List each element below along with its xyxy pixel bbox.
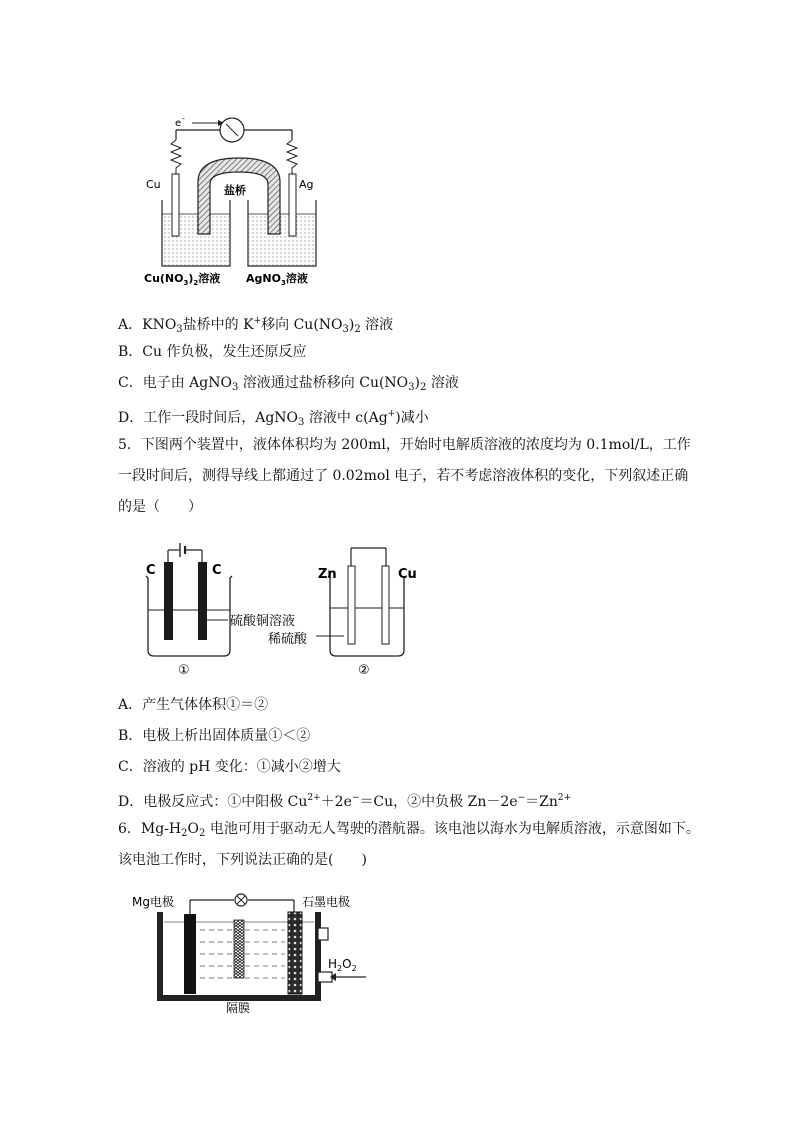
inlet-tube	[318, 972, 332, 982]
resistor-left	[171, 140, 181, 174]
cu-electrode	[172, 174, 179, 236]
h2o2-label: $H_2O_2$	[328, 957, 357, 973]
zn-label: Zn	[318, 567, 337, 582]
carbon-electrode-left	[164, 562, 173, 640]
graphite-electrode-label: 石墨电极	[302, 895, 351, 909]
electron-label: e	[175, 118, 182, 129]
resistor-right	[287, 140, 297, 174]
h2so4-label: 稀硫酸	[268, 632, 308, 647]
q6-stem-line1: 6．$Mg-H_2O_2$ 电池可用于驱动无人驾驶的潜航器。该电池以海水为电解质溶液，示意图如下。	[118, 821, 700, 839]
q4-option-a: A．$KNO_3$盐桥中的 K+移向 $Cu(NO_3)_2$ 溶液	[118, 316, 394, 335]
mg-electrode-label: Mg电极	[132, 895, 174, 909]
left-solution-label: $Cu(NO_3)_2$溶液	[144, 272, 221, 287]
q4-option-d: D．工作一段时间后，AgNO$_3$ 溶液中 c(Ag+)减小	[118, 409, 429, 428]
q5-option-c: C．溶液的 pH 变化：①减小②增大	[118, 759, 341, 775]
electrolysis-figure	[140, 532, 440, 682]
ag-label: Ag	[299, 178, 314, 191]
membrane-label: 隔膜	[226, 1001, 251, 1015]
cu-electrode-2	[382, 566, 389, 644]
q5-option-a: A．产生气体体积①＝②	[118, 697, 269, 713]
q6-stem-line2: 该电池工作时，下列说法正确的是( )	[118, 852, 367, 868]
q5-stem-line3: 的是（ ）	[118, 499, 202, 515]
electron-sup: -	[182, 114, 185, 123]
salt-bridge-label: 盐桥	[224, 184, 246, 197]
cuso4-label: 硫酸铜溶液	[230, 614, 296, 629]
mg-h2o2-cell-figure	[130, 886, 370, 1016]
mg-electrode	[184, 914, 196, 994]
q5-option-b: B．电极上析出固体质量①＜②	[118, 728, 311, 744]
zn-electrode	[348, 566, 355, 644]
membrane	[234, 920, 244, 978]
q4-option-b: B．Cu 作负极，发生还原反应	[118, 344, 307, 360]
right-solution-label: AgNO$_3$溶液	[246, 272, 308, 287]
cu-label-2: Cu	[398, 567, 417, 582]
cell-1-number: ①	[178, 663, 190, 678]
beaker-2	[328, 576, 406, 656]
cu-label: Cu	[146, 178, 161, 191]
q4-option-c: C．电子由 AgNO$_3$ 溶液通过盐桥移向 $Cu(NO_3)_2$ 溶液	[118, 375, 459, 393]
solution-right	[249, 214, 315, 265]
q5-stem-line2: 一段时间后，测得导线上都通过了 0.02mol 电子，若不考虑溶液体积的变化，下列叙述正确	[118, 468, 689, 484]
carbon-label-right: C	[212, 563, 222, 578]
carbon-electrode-right	[198, 562, 207, 640]
outlet-tube	[318, 928, 328, 940]
graphite-electrode	[288, 912, 302, 994]
q5-option-d: D．电极反应式：①中阳极 $Cu^{2+}+2e^-=Cu$，②中负极 $Zn-2e^-=Zn^{2+}$	[118, 793, 572, 810]
ag-electrode	[289, 174, 296, 236]
q5-stem-line1: 5．下图两个装置中，液体体积均为 200ml，开始时电解质溶液的浓度均为 0.1mol/L，工作	[118, 437, 691, 453]
cell-2-number: ②	[358, 663, 370, 678]
beaker-1	[146, 576, 232, 656]
galvanic-cell-figure	[140, 108, 340, 288]
carbon-label-left: C	[146, 563, 156, 578]
